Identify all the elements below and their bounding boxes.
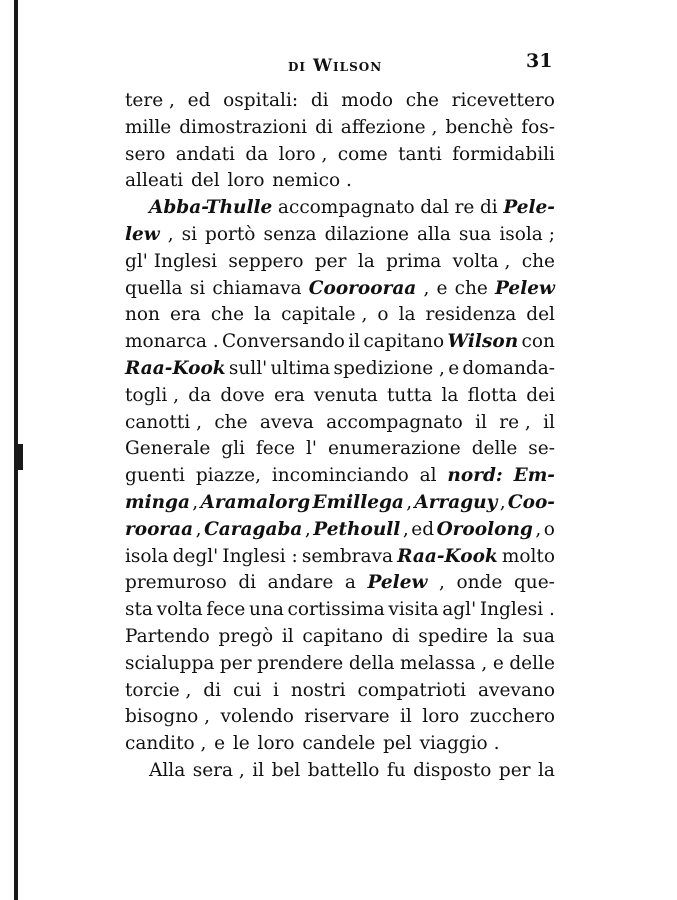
word: cortissima [287,599,385,621]
word: tanti [398,143,442,165]
italic-word: Aramalorg [200,491,311,513]
word: pregò [218,625,274,647]
word: isola [125,545,169,567]
spine-mark [18,444,23,470]
word: flotta [467,384,518,406]
word: melassa , [400,652,488,674]
word: compatrioti [357,679,467,701]
word: il [252,759,265,781]
text-line [125,624,555,651]
word: ultima [270,357,331,379]
text-line [125,276,555,303]
word: capitale , [281,304,368,326]
word: che [214,411,248,433]
word: sua [522,625,555,647]
word: una [249,599,284,621]
word: candito , [125,733,207,755]
word: piazze, [195,465,261,487]
word: dal [420,197,449,219]
word: dove [220,384,265,406]
word: o [543,518,555,540]
word: sera , [192,759,245,781]
word: il [348,331,361,353]
word: era [170,304,201,326]
text-line [125,410,555,437]
word: loro [257,733,295,755]
text-line [125,383,555,410]
word: fece [206,599,246,621]
word: e [492,652,504,674]
word: di [391,625,410,647]
word: bisogno , [125,706,211,728]
word: che [210,304,245,326]
word: che [521,250,555,272]
word: togli , [125,384,180,406]
word: andati [175,143,235,165]
word: capitano [302,625,384,647]
word: del [526,304,555,326]
word: ed [411,518,435,540]
word: torcie , [125,679,192,701]
word: portò [205,223,256,245]
word: Alla [149,759,186,781]
word: Partendo [125,625,210,647]
word: prima [386,250,442,272]
text-line [125,490,555,517]
word: spedire [418,625,489,647]
word: per [219,652,252,674]
word: volta [156,599,203,621]
text-line [125,597,555,624]
word: , [406,491,413,513]
word: o [377,304,389,326]
word: senza [263,223,317,245]
word: Inglesi : [222,545,298,567]
word: sero [125,143,166,165]
italic-word: Pele- [503,197,555,219]
word: cui [232,679,262,701]
word: di [315,116,333,138]
text-line [125,570,555,597]
word: mille [125,116,172,138]
word: spedizione , [333,357,445,379]
word: andare [267,572,334,594]
word: venuta [314,384,378,406]
word: bel [271,759,301,781]
text-line [125,168,555,195]
word: viaggio . [419,733,500,755]
word: della [348,652,395,674]
word: di [310,90,329,111]
word: alleati [125,170,184,192]
word: guenti [125,465,185,487]
word: que- [513,572,555,594]
italic-word: Abba-Thulle [149,197,273,219]
word: re [454,197,475,219]
word: e [214,733,226,755]
italic-word: Em- [513,465,555,487]
word: , [439,572,445,594]
word: , [167,223,174,245]
word: delle [509,652,555,674]
word: fos- [521,116,555,138]
word: avevano [478,679,555,701]
word: accompagnato [326,411,463,433]
text-line [125,544,555,571]
word: se- [528,438,555,460]
word: tere , [125,90,175,111]
running-head: di Wilson [288,56,383,76]
word: visita [388,599,439,621]
word: nostri [290,679,346,701]
text-line [125,731,555,758]
italic-word: Cooroorаa [308,277,417,299]
italic-word: Coo- [507,491,555,513]
word: tutta [386,384,433,406]
text-line [125,678,555,705]
word: e [448,357,460,379]
word: dei [526,384,555,406]
word: riservare [304,706,390,728]
text-line [125,463,555,490]
word: degl' [172,545,219,567]
word: dimostrazioni [179,116,308,138]
text-line [125,356,555,383]
word: la [254,304,272,326]
italic-word: Raa-Kook [125,357,226,379]
text-line [125,302,555,329]
word: come [337,143,388,165]
word: aveva [259,411,314,433]
page-number: 31 [526,50,553,72]
word: chiamava [212,277,302,299]
word: che [405,90,439,111]
word: , [304,518,311,540]
word: fece [255,438,296,460]
word: candele [302,733,376,755]
word: la [538,759,555,781]
word: formidabili [452,143,555,165]
italic-word: minga [125,491,190,513]
word: del [190,170,220,192]
word: Conversando [221,331,345,353]
word: Inglesi . [479,599,555,621]
italic-word: Arraguy [414,491,498,513]
text-line [125,195,555,222]
word: e [436,277,448,299]
body-text [125,88,555,785]
word: fu [386,759,406,781]
word: gli [221,438,245,460]
word: monarca . [125,331,219,353]
word: da [188,384,212,406]
word: alla [416,223,451,245]
word: , [423,277,430,299]
italic-word: Caragaba [204,518,303,540]
text-line [125,222,555,249]
word: ospitali: [223,90,299,111]
text-line [125,758,555,785]
word: battello [307,759,380,781]
word: da [245,143,269,165]
word: per [498,759,531,781]
word: la [496,625,514,647]
word: nemico . [272,170,352,192]
word: prendere [257,652,344,674]
text-line [125,436,555,463]
italic-word: Pelew [495,277,555,299]
word: agl' [442,599,477,621]
word: re , [499,411,531,433]
word: volendo [220,706,294,728]
text-line [125,88,555,115]
word: il [400,706,412,728]
italic-word: rooraa [125,518,194,540]
word: che [454,277,488,299]
word: pel [383,733,412,755]
word: le [232,733,250,755]
italic-word: Oroolong [436,518,533,540]
word: loro [422,706,460,728]
text-line [125,517,555,544]
word: la [441,384,459,406]
italic-word: lew [125,223,160,245]
word: capitano [363,331,445,353]
italic-word: nord: [447,465,503,487]
word: con [521,331,555,353]
word: l' [305,438,317,460]
word: affezione , [340,116,438,138]
word: si [181,223,198,245]
word: accompagnato [277,197,415,219]
word: sembrava [301,545,394,567]
italic-word: Pethoull [313,518,401,540]
word: zucchero [469,706,555,728]
word: sull' [228,357,268,379]
word: a [344,572,356,594]
word: onde [456,572,503,594]
word: loro , [278,143,328,165]
word: Generale [125,438,211,460]
word: seppero [228,250,304,272]
word: , [535,518,542,540]
word: di [203,679,222,701]
word: per [314,250,347,272]
word: di [238,572,257,594]
word: disposto [413,759,492,781]
word: i [273,679,279,701]
word: modo [341,90,393,111]
word: sua [458,223,492,245]
word: volta , [452,250,511,272]
text-line [125,329,555,356]
word: molto [501,545,555,567]
word: , [192,491,199,513]
word: si [189,277,206,299]
italic-word: Pelew [367,572,428,594]
word: scialuppa [125,652,215,674]
word: premuroso [125,572,227,594]
word: benchè [445,116,514,138]
word: enumerazione [327,438,461,460]
word: , [402,518,409,540]
word: , [195,518,202,540]
text-line [125,249,555,276]
word: loro [227,170,265,192]
word: ed [187,90,211,111]
text-line [125,142,555,169]
word: isola ; [499,223,555,245]
word: gl' Inglesi [125,250,218,272]
word: il [281,625,294,647]
word: residenza [425,304,517,326]
text-line [125,651,555,678]
word: ricevettero [451,90,555,111]
word: delle [471,438,518,460]
word: sta [125,599,153,621]
word: il [475,411,487,433]
word: il [543,411,555,433]
text-line [125,115,555,142]
italic-word: Raa-Kook [397,545,498,567]
word: , [499,491,506,513]
text-line [125,704,555,731]
italic-word: Wilson [447,331,519,353]
word: di [479,197,498,219]
word: la [398,304,416,326]
word: al [419,465,437,487]
word: dilazione [324,223,409,245]
word: canotti , [125,411,202,433]
word: la [357,250,375,272]
word: non [125,304,160,326]
word: era [273,384,305,406]
word: incominciando [271,465,409,487]
word: quella [125,277,183,299]
italic-word: Emillega [312,491,404,513]
word: domanda- [462,357,555,379]
